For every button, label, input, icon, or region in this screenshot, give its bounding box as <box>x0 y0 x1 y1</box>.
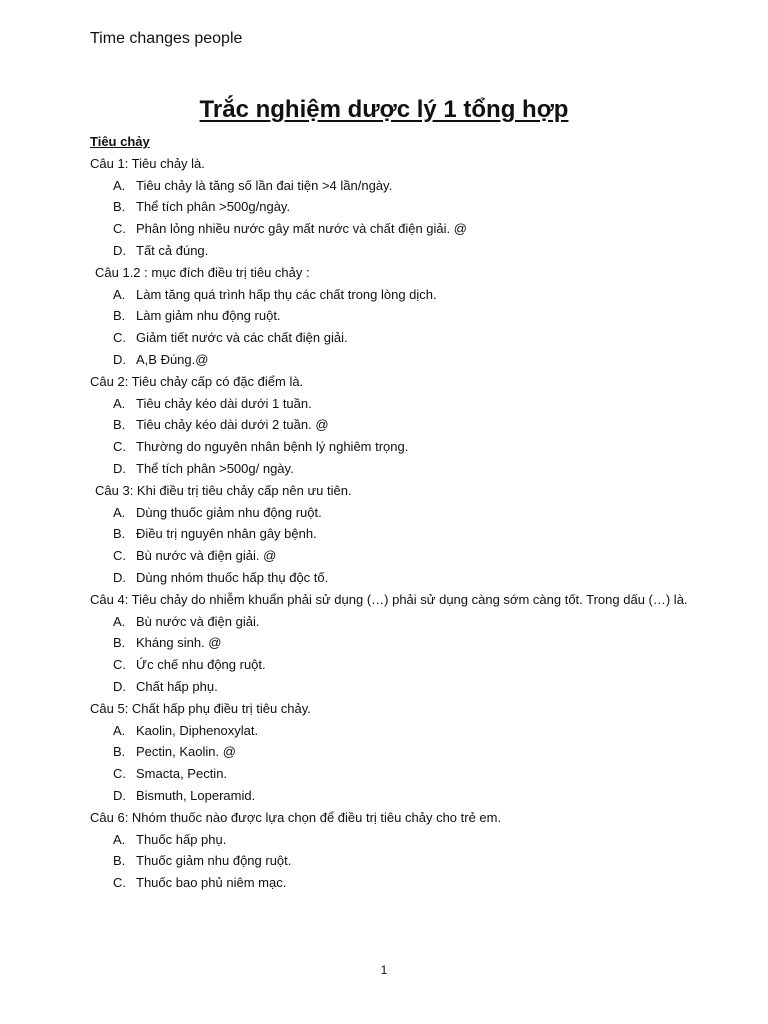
option-1-2-a <box>90 284 690 306</box>
option-text: Bù nước và điện giải. <box>136 613 260 629</box>
option-5-b <box>90 741 690 763</box>
option-letter: A. <box>113 504 126 520</box>
option-letter: A. <box>113 177 126 193</box>
option-text: Làm tăng quá trình hấp thụ các chất trong lòng dịch. <box>136 286 437 302</box>
option-letter: D. <box>113 569 126 585</box>
option-letter: A. <box>113 613 126 629</box>
option-2-c <box>90 436 690 458</box>
option-text: Thể tích phân >500g/ngày. <box>136 199 291 215</box>
option-letter: B. <box>113 199 126 215</box>
option-3-c <box>90 545 690 567</box>
option-text: Pectin, Kaolin. @ <box>136 744 236 760</box>
option-3-b <box>90 523 690 545</box>
option-letter: B. <box>113 635 126 651</box>
option-letter: C. <box>113 439 126 455</box>
option-text: Thuốc hấp phụ. <box>136 831 227 847</box>
option-letter: C. <box>113 221 126 237</box>
option-3-a <box>90 502 690 524</box>
option-letter: C. <box>113 330 126 346</box>
option-text: Tất cả đúng. <box>136 242 209 258</box>
option-1-d <box>90 240 690 262</box>
option-text: Kháng sinh. @ <box>136 635 222 651</box>
option-1-2-d <box>90 349 690 371</box>
option-5-c <box>90 763 690 785</box>
question-6-text: Câu 6: Nhóm thuốc nào được lựa chọn để điều trị tiêu chảy cho trẻ em. <box>90 809 502 825</box>
question-1-text: Câu 1: Tiêu chảy là. <box>90 155 205 171</box>
page-header-text: Time changes people <box>90 30 243 47</box>
option-letter: C. <box>113 548 126 564</box>
option-letter: C. <box>113 875 126 891</box>
option-letter: D. <box>113 678 126 694</box>
section-title: Tiêu chảy <box>90 134 150 149</box>
option-letter: C. <box>113 657 126 673</box>
option-letter: A. <box>113 286 126 302</box>
option-text: Thuốc bao phủ niêm mạc. <box>136 875 287 891</box>
option-text: Thuốc giảm nhu động ruột. <box>136 853 292 869</box>
option-4-b <box>90 632 690 654</box>
question-4-text: Câu 4: Tiêu chảy do nhiễm khuẩn phải sử dụng (…) phải sử dụng càng sớm càng tốt. Trong dấu (…) là. <box>90 591 688 607</box>
option-letter: A. <box>113 722 126 738</box>
option-text: Chất hấp phụ. <box>136 678 218 694</box>
option-text: Điều trị nguyên nhân gây bệnh. <box>136 526 317 542</box>
option-letter: D. <box>113 242 126 258</box>
option-5-a <box>90 720 690 742</box>
option-4-a <box>90 611 690 633</box>
option-letter: D. <box>113 787 126 803</box>
option-text: Dùng thuốc giảm nhu động ruột. <box>136 504 322 520</box>
option-text: Dùng nhóm thuốc hấp thụ độc tố. <box>136 569 329 585</box>
option-text: Tiêu chảy kéo dài dưới 1 tuần. <box>136 395 312 411</box>
option-text: Tiêu chảy kéo dài dưới 2 tuần. @ <box>136 417 329 433</box>
option-text: Giảm tiết nước và các chất điện giải. <box>136 330 348 346</box>
option-4-c <box>90 654 690 676</box>
option-letter: B. <box>113 853 126 869</box>
option-letter: B. <box>113 308 126 324</box>
option-text: Ức chế nhu động ruột. <box>136 657 266 673</box>
option-letter: D. <box>113 351 126 367</box>
question-5-text: Câu 5: Chất hấp phụ điều trị tiêu chảy. <box>90 700 311 716</box>
option-letter: D. <box>113 460 126 476</box>
option-text: Bismuth, Loperamid. <box>136 787 256 803</box>
option-4-d <box>90 676 690 698</box>
option-1-2-c <box>90 327 690 349</box>
option-1-b <box>90 196 690 218</box>
document-body <box>90 131 690 894</box>
option-1-a <box>90 175 690 197</box>
option-letter: A. <box>113 395 126 411</box>
question-2-text: Câu 2: Tiêu chảy cấp có đặc điểm là. <box>90 373 304 389</box>
option-letter: A. <box>113 831 126 847</box>
option-6-a <box>90 829 690 851</box>
page-number: 1 <box>380 963 388 977</box>
option-letter: B. <box>113 417 126 433</box>
option-6-b <box>90 850 690 872</box>
question-3-text: Câu 3: Khi điều trị tiêu chảy cấp nên ưu tiên. <box>95 482 352 498</box>
option-1-c <box>90 218 690 240</box>
option-text: Smacta, Pectin. <box>136 766 228 782</box>
option-2-d <box>90 458 690 480</box>
option-3-d <box>90 567 690 589</box>
document-title: Trắc nghiệm dược lý 1 tổng hợp <box>199 96 569 123</box>
option-text: Kaolin, Diphenoxylat. <box>136 722 259 738</box>
option-1-2-b <box>90 305 690 327</box>
option-text: Phân lỏng nhiều nước gây mất nước và chất điện giải. @ <box>136 221 467 237</box>
option-letter: B. <box>113 744 126 760</box>
option-2-a <box>90 393 690 415</box>
option-text: Thường do nguyên nhân bệnh lý nghiêm trọng. <box>136 439 409 455</box>
question-1-2-text: Câu 1.2 : mục đích điều trị tiêu chảy : <box>95 264 310 280</box>
option-6-c <box>90 872 690 894</box>
option-text: A,B Đúng.@ <box>136 351 209 367</box>
option-text: Bù nước và điện giải. @ <box>136 548 277 564</box>
option-text: Tiêu chảy là tăng số lần đai tiện >4 lần/ngày. <box>136 177 393 193</box>
option-2-b <box>90 414 690 436</box>
option-5-d <box>90 785 690 807</box>
option-letter: C. <box>113 766 126 782</box>
option-text: Làm giảm nhu động ruột. <box>136 308 281 324</box>
option-text: Thể tích phân >500g/ ngày. <box>136 460 294 476</box>
option-letter: B. <box>113 526 126 542</box>
